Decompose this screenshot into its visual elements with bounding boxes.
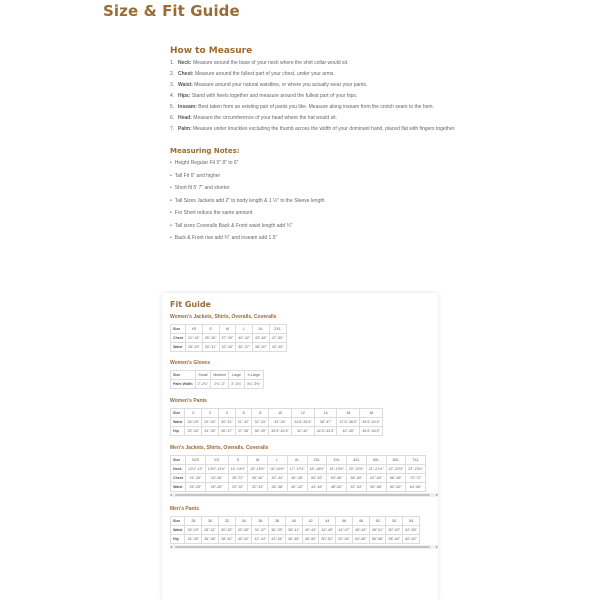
table-row: [171, 526, 420, 535]
table-cell: 19"-19½": [327, 465, 347, 474]
size-table: [170, 324, 287, 352]
size-table: [170, 516, 420, 544]
table-cell: 22"-22½": [386, 465, 406, 474]
fit-section: [170, 506, 438, 549]
table-cell: 40"-42": [235, 535, 252, 544]
size-table-wrapper[interactable]: [170, 516, 438, 544]
table-header-cell: 30: [202, 517, 219, 526]
table-header-cell: XL: [287, 456, 307, 465]
table-cell: 52"-54": [336, 535, 353, 544]
table-cell: 42"-44": [252, 535, 269, 544]
fit-section: [170, 314, 438, 352]
measure-step: [170, 126, 460, 133]
table-cell: 47"-50": [269, 334, 286, 343]
table-row: [171, 343, 287, 352]
table-header-cell: 38: [269, 517, 286, 526]
table-cell: 36"-39": [269, 526, 286, 535]
table-header-cell: 34: [235, 517, 252, 526]
step-text: Measure around the base of your neck where the shirt collar would sit.: [191, 60, 349, 66]
table-cell: 23"-23½": [406, 465, 426, 474]
step-number: 2.: [170, 71, 175, 77]
table-header-cell: M: [248, 456, 268, 465]
table-cell: 32"-35": [235, 526, 252, 535]
table-cell: 44"-47": [336, 526, 353, 535]
step-body: [178, 104, 434, 111]
table-header-cell: Size: [171, 325, 186, 334]
table-cell: Hip: [171, 535, 185, 544]
table-header-cell: 48: [352, 517, 369, 526]
size-table: [170, 455, 426, 492]
step-body: [178, 115, 337, 122]
table-cell: 48"-50": [327, 483, 347, 492]
table-header-cell: 12: [291, 409, 314, 418]
table-header-row: [171, 371, 264, 380]
table-cell: 46"-48": [285, 535, 302, 544]
table-cell: 3¼"-3½": [244, 380, 263, 389]
step-label: Chest:: [178, 71, 194, 77]
step-label: Neck:: [178, 60, 192, 66]
table-header-cell: 8: [252, 409, 269, 418]
table-cell: 45.5"-46.5": [360, 427, 383, 436]
step-label: Hips:: [178, 93, 191, 99]
table-cell: 70"-72": [406, 474, 426, 483]
table-cell: 38"-40": [218, 535, 235, 544]
table-cell: 48"-50": [302, 535, 319, 544]
table-cell: 38"-40": [253, 343, 270, 352]
measuring-note: • Height Regular Fit 5" 8" to 6": [170, 160, 460, 167]
table-cell: 2¾"-3": [211, 380, 229, 389]
table-cell: 20"-20½": [347, 465, 367, 474]
table-cell: 52"-54": [347, 483, 367, 492]
step-label: Head:: [178, 115, 192, 121]
table-header-cell: Large: [229, 371, 245, 380]
measuring-note: • For Short reduce the same amount: [170, 210, 460, 217]
step-number: 5.: [170, 104, 175, 110]
table-header-cell: M: [219, 325, 236, 334]
table-cell: 44"-45": [337, 427, 360, 436]
table-row: [171, 483, 426, 492]
table-header-cell: Size: [171, 371, 196, 380]
table-cell: Waist: [171, 418, 185, 427]
step-label: Waist:: [178, 82, 193, 88]
table-cell: Waist: [171, 483, 186, 492]
table-cell: 64"-66": [406, 483, 426, 492]
table-cell: 30"-33": [218, 526, 235, 535]
table-cell: 14"-14½": [228, 465, 248, 474]
measure-step: [170, 60, 460, 67]
table-cell: 56"-58": [366, 483, 386, 492]
step-number: 7.: [170, 126, 175, 132]
left-arrow-icon[interactable]: ◂: [170, 544, 173, 549]
table-header-row: [171, 409, 383, 418]
table-cell: 43"-46": [253, 334, 270, 343]
fit-section-title: Women's Pants: [170, 398, 207, 404]
table-row: [171, 474, 426, 483]
table-cell: 17"-17½": [287, 465, 307, 474]
table-cell: 48"-51": [369, 526, 386, 535]
table-header-cell: 4: [218, 409, 235, 418]
table-cell: 34"-35": [185, 535, 202, 544]
step-body: [178, 60, 348, 67]
table-cell: 26"-29": [185, 526, 202, 535]
step-number: 1.: [170, 60, 175, 66]
table-header-cell: 6XL: [386, 456, 406, 465]
table-cell: 2"-2¾": [195, 380, 211, 389]
table-cell: Waist: [171, 526, 185, 535]
table-cell: 50"-52": [307, 474, 327, 483]
table-header-cell: S: [228, 456, 248, 465]
table-header-cell: 40: [285, 517, 302, 526]
table-header-cell: X-Large: [244, 371, 263, 380]
step-number: 4.: [170, 93, 175, 99]
table-cell: 60"-62": [386, 483, 406, 492]
size-table: [170, 370, 264, 389]
table-cell: 32"-34": [219, 343, 236, 352]
table-header-cell: 5XL: [366, 456, 386, 465]
table-header-cell: 16: [337, 409, 360, 418]
table-cell: Hip: [171, 427, 185, 436]
table-header-cell: 2XL: [269, 325, 286, 334]
step-text: Stand with heels together and measure around the fullest part of your hips.: [190, 93, 358, 99]
table-cell: Chest: [171, 474, 186, 483]
table-cell: 35"-36": [202, 334, 219, 343]
table-header-cell: 3XL: [327, 456, 347, 465]
measuring-note: • Back & Front rise add ¾" and inseam add 1.5": [170, 235, 460, 242]
table-header-cell: XS: [186, 325, 203, 334]
table-cell: 36"-38": [202, 535, 219, 544]
table-header-row: [171, 517, 420, 526]
measure-step: [170, 71, 460, 78]
step-text: Best taken from an existing pair of pants you like. Measure along inseam from the crotch seam to the hem.: [196, 104, 434, 110]
step-body: [178, 71, 335, 78]
table-cell: 28"-29": [186, 343, 203, 352]
table-cell: 29"-30": [202, 418, 219, 427]
table-cell: 21"-21½": [366, 465, 386, 474]
table-cell: 44"-46": [307, 483, 327, 492]
table-cell: Chest: [171, 334, 186, 343]
scrollbar-thumb[interactable]: [175, 494, 430, 496]
table-cell: 54"-56": [352, 535, 369, 544]
page-title: Size & Fit Guide: [103, 2, 240, 20]
step-text: Measure under knuckles excluding the thumb across the width of your dominant hand, placed flat with fingers together.: [191, 126, 456, 132]
table-cell: 28"-31": [202, 526, 219, 535]
table-header-cell: 18: [360, 409, 383, 418]
table-cell: 38"-39": [252, 427, 269, 436]
table-cell: 41"-42": [291, 427, 314, 436]
size-table-wrapper: [170, 408, 438, 436]
table-header-cell: Small: [195, 371, 211, 380]
table-cell: 34.5"-35.5": [291, 418, 314, 427]
table-cell: 31"-32": [235, 418, 252, 427]
table-cell: 42"-45": [269, 343, 286, 352]
size-table-wrapper[interactable]: [170, 455, 438, 492]
table-cell: 36"-37": [218, 427, 235, 436]
table-cell: 39.5"-40.5": [269, 427, 292, 436]
right-arrow-icon[interactable]: ▸: [435, 492, 438, 497]
table-cell: 15"-15½": [248, 465, 268, 474]
table-cell: 16"-16½": [268, 465, 288, 474]
table-header-cell: Size: [171, 409, 185, 418]
table-header-cell: 28: [185, 517, 202, 526]
table-cell: 38"-40": [248, 474, 268, 483]
table-cell: 32"-34": [248, 483, 268, 492]
step-number: 3.: [170, 82, 175, 88]
table-row: [171, 465, 426, 474]
table-cell: 42"-44": [268, 474, 288, 483]
table-header-cell: Medium: [211, 371, 229, 380]
table-cell: 36"-38": [268, 483, 288, 492]
table-cell: 46"-48": [287, 474, 307, 483]
table-cell: 34"-35": [202, 427, 219, 436]
how-to-measure-heading: How to Measure: [170, 46, 253, 56]
table-cell: 32"-33": [252, 418, 269, 427]
table-cell: 37"-39": [219, 334, 236, 343]
measuring-note: • Short fit 5' 7" and shorter: [170, 185, 460, 192]
fit-guide-title: Fit Guide: [170, 300, 211, 309]
table-header-row: [171, 456, 426, 465]
table-header-cell: 4XL: [347, 456, 367, 465]
table-header-cell: 32: [218, 517, 235, 526]
table-cell: 42"-45": [319, 526, 336, 535]
table-cell: 35"-37": [228, 474, 248, 483]
measuring-note: • Tall Sizes Jackets add 2" to body length & 1 ½" to the Sleeve length: [170, 198, 460, 205]
left-arrow-icon[interactable]: ◂: [170, 492, 173, 497]
step-body: [178, 93, 357, 100]
horizontal-scrollbar[interactable]: [170, 493, 438, 497]
table-cell: 58"-60": [386, 535, 403, 544]
table-header-cell: XXS: [186, 456, 206, 465]
table-header-cell: 46: [336, 517, 353, 526]
fit-section-title: Women's Jackets, Shirts, Overalls, Coveralls: [170, 314, 277, 320]
measuring-notes-heading: Measuring Notes:: [170, 147, 240, 155]
table-header-cell: L: [268, 456, 288, 465]
table-row: [171, 334, 287, 343]
table-cell: 3"-3¼": [229, 380, 245, 389]
horizontal-scrollbar[interactable]: [170, 545, 438, 549]
table-cell: 44"-46": [269, 535, 286, 544]
table-cell: 30"-31": [202, 343, 219, 352]
right-arrow-icon[interactable]: ▸: [435, 544, 438, 549]
table-cell: 38"-41": [285, 526, 302, 535]
table-row: [171, 535, 420, 544]
table-cell: 40"-43": [302, 526, 319, 535]
table-cell: 56"-58": [369, 535, 386, 544]
fit-section: [170, 398, 438, 436]
measuring-note: • Tall Fit 6" and higher: [170, 173, 460, 180]
table-row: [171, 418, 383, 427]
table-header-cell: 14: [314, 409, 337, 418]
fit-section: [170, 360, 438, 389]
table-row: [171, 380, 264, 389]
table-cell: 50"-53": [386, 526, 403, 535]
fit-section-title: Women's Gloves: [170, 360, 210, 366]
table-cell: 39.5"-40.5": [360, 418, 383, 427]
fit-section-title: Men's Pants: [170, 506, 199, 512]
step-body: [178, 82, 367, 89]
step-text: Measure the circumference of your head where the hat would sit.: [191, 115, 337, 121]
table-header-cell: 50: [369, 517, 386, 526]
table-cell: 26"-29": [185, 418, 202, 427]
step-text: Measure around your natural waistline, or where you actually wear your pants.: [192, 82, 368, 88]
fit-section-title: Men's Jackets, Shirts, Overalls, Coveralls: [170, 445, 269, 451]
step-label: Palm:: [178, 126, 192, 132]
step-text: Measure around the fullest part of your chest, under your arms.: [193, 71, 335, 77]
table-header-cell: 36: [252, 517, 269, 526]
table-header-cell: Size: [171, 456, 186, 465]
measure-step: [170, 93, 460, 100]
table-cell: 34"-36": [205, 474, 228, 483]
table-cell: 36"-37": [314, 418, 337, 427]
table-header-cell: 10: [269, 409, 292, 418]
step-body: [178, 126, 455, 133]
how-to-measure-section: [170, 46, 460, 248]
table-cell: 30"-31": [218, 418, 235, 427]
table-cell: 46"-49": [352, 526, 369, 535]
table-header-cell: 0: [185, 409, 202, 418]
table-header-cell: 42: [302, 517, 319, 526]
table-header-cell: 6: [235, 409, 252, 418]
table-cell: Palm Width: [171, 380, 196, 389]
table-cell: 33"-34": [269, 418, 292, 427]
table-header-cell: L: [236, 325, 253, 334]
table-cell: 25"-25": [186, 483, 206, 492]
table-cell: 35"-37": [236, 343, 253, 352]
table-cell: 12½"-13": [186, 465, 206, 474]
measuring-notes-list: [170, 160, 460, 242]
table-cell: 37.5"-38.5": [337, 418, 360, 427]
table-cell: 18"-18½": [307, 465, 327, 474]
table-cell: 26"-28": [205, 483, 228, 492]
step-label: Inseam:: [178, 104, 197, 110]
size-table-wrapper: [170, 370, 438, 389]
table-header-cell: 2: [202, 409, 219, 418]
step-number: 6.: [170, 115, 175, 121]
table-cell: 33"-34": [185, 427, 202, 436]
table-cell: 34"-37": [252, 526, 269, 535]
table-cell: 58"-60": [347, 474, 367, 483]
table-cell: 52"-55": [403, 526, 420, 535]
fit-guide-card: [162, 293, 438, 600]
table-header-cell: Size: [171, 517, 185, 526]
table-cell: 13½"-13¾": [205, 465, 228, 474]
table-cell: Neck: [171, 465, 186, 474]
table-header-cell: XL: [253, 325, 270, 334]
table-cell: 37"-38": [235, 427, 252, 436]
table-header-cell: 7XL: [406, 456, 426, 465]
table-header-cell: 44: [319, 517, 336, 526]
table-cell: 42.5"-43.5": [314, 427, 337, 436]
table-header-cell: 52: [386, 517, 403, 526]
size-table-wrapper: [170, 324, 438, 352]
table-cell: 62"-64": [366, 474, 386, 483]
measure-step: [170, 104, 460, 111]
table-cell: Waist: [171, 343, 186, 352]
table-cell: 66"-68": [386, 474, 406, 483]
measuring-note: • Tall sizes Coveralls Back & Front waist length add ¾": [170, 223, 460, 230]
table-row: [171, 427, 383, 436]
size-table: [170, 408, 383, 436]
table-header-cell: XS: [205, 456, 228, 465]
measure-step: [170, 82, 460, 89]
table-cell: 40"-42": [287, 483, 307, 492]
table-header-cell: 54: [403, 517, 420, 526]
measure-step: [170, 115, 460, 122]
table-cell: 60"-62": [403, 535, 420, 544]
table-header-cell: 2XL: [307, 456, 327, 465]
scrollbar-thumb[interactable]: [175, 546, 430, 548]
fit-section: [170, 445, 438, 497]
table-header-row: [171, 325, 287, 334]
table-cell: 29"-31": [228, 483, 248, 492]
table-cell: 31"-34": [186, 334, 203, 343]
table-cell: 50"-52": [319, 535, 336, 544]
measure-steps-list: [170, 60, 460, 133]
table-header-cell: S: [202, 325, 219, 334]
table-cell: 54"-56": [327, 474, 347, 483]
table-cell: 31"-35": [186, 474, 206, 483]
table-cell: 40"-42": [236, 334, 253, 343]
